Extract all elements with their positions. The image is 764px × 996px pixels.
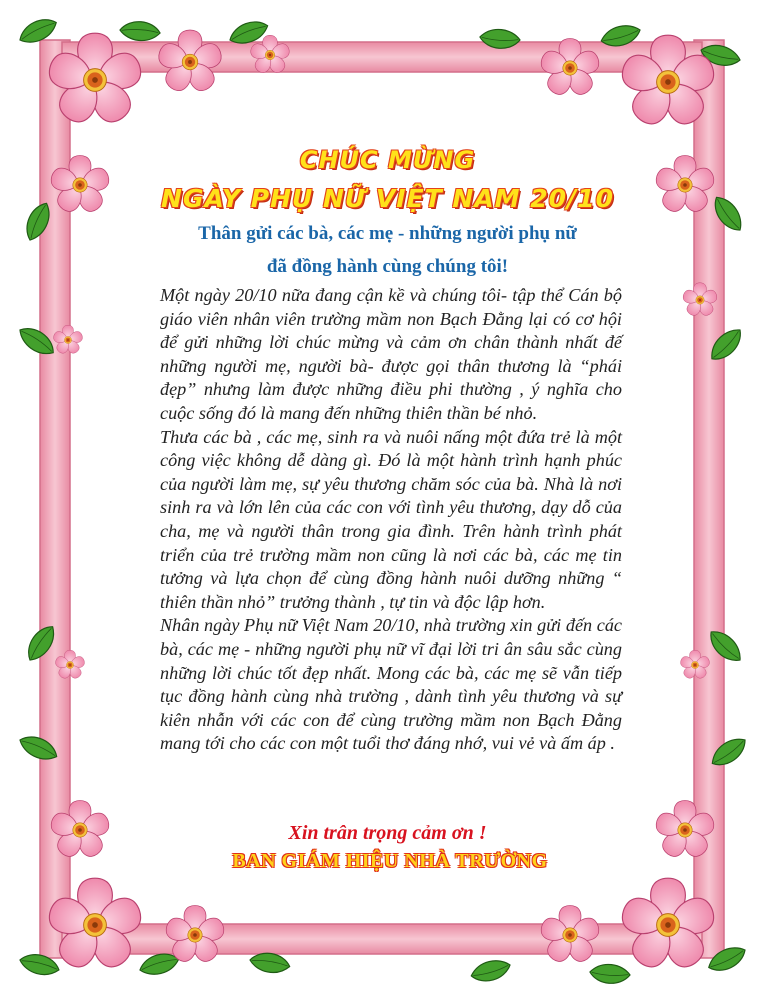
- card-header: [150, 140, 625, 279]
- title-womens-day: NGÀY PHỤ NỮ VIỆT NAM 20/10: [161, 184, 614, 213]
- subtitle-line-1: Thân gửi các bà, các mẹ - những người phụ nữ: [198, 223, 577, 244]
- paragraph-1: Một ngày 20/10 nữa đang cận kề và chúng tôi- tập thể Cán bộ giáo viên nhân viên trường mầm non Bạch Đằng lại có cơ hội để gửi những lời chúc mừng và cảm ơn chân thành nhất đế những người mẹ, người bà- được gọi thân thương là “phái đẹp” nhưng làm được những điều phi thường , ý nghĩa cho cuộc sống đó là mang đến những thiên thần bé nhỏ.: [160, 285, 622, 423]
- thank-you-line: Xin trân trọng cảm ơn !: [288, 822, 487, 844]
- letter-body: [160, 284, 622, 756]
- paragraph-2: Thưa các bà , các mẹ, sinh ra và nuôi nấng một đứa trẻ là một công việc không dễ dàng gì. Đó là một hành trình hạnh phúc của người làm mẹ, sự yêu thương chăm sóc của bà. Nhà là nơi sinh ra và lớn lên của các con với tình yêu thương, dạy dỗ của cha, mẹ và người thân trong gia đình. Trên hành trình phát triển của trẻ trường mầm non cũng là nơi các bà, các mẹ tin tưởng và lựa chọn để cùng đồng hành nuôi dưỡng những “ thiên thần nhỏ” trưởng thành , tự tin và độc lập hơn.: [160, 426, 622, 612]
- signature-line: BAN GIÁM HIỆU NHÀ TRƯỜNG: [232, 850, 548, 872]
- subtitle-line-2: đã đồng hành cùng chúng tôi!: [266, 256, 509, 277]
- title-congratulations: CHÚC MỪNG: [299, 146, 476, 174]
- paragraph-3: Nhân ngày Phụ nữ Việt Nam 20/10, nhà trường xin gửi đến các bà, các mẹ - những người phụ nữ vĩ đại lời tri ân sâu sắc cùng những lời chúc tốt đẹp nhất. Mong các bà, các mẹ sẽ vẫn tiếp tục đồng hành cùng nhà trường , dành tình yêu thương và sự kiên nhẫn với các con để cùng trường mầm non Bạch Đằng mang tới cho các con một tuổi thơ đáng nhớ, vui vẻ và ấm áp .: [160, 615, 622, 754]
